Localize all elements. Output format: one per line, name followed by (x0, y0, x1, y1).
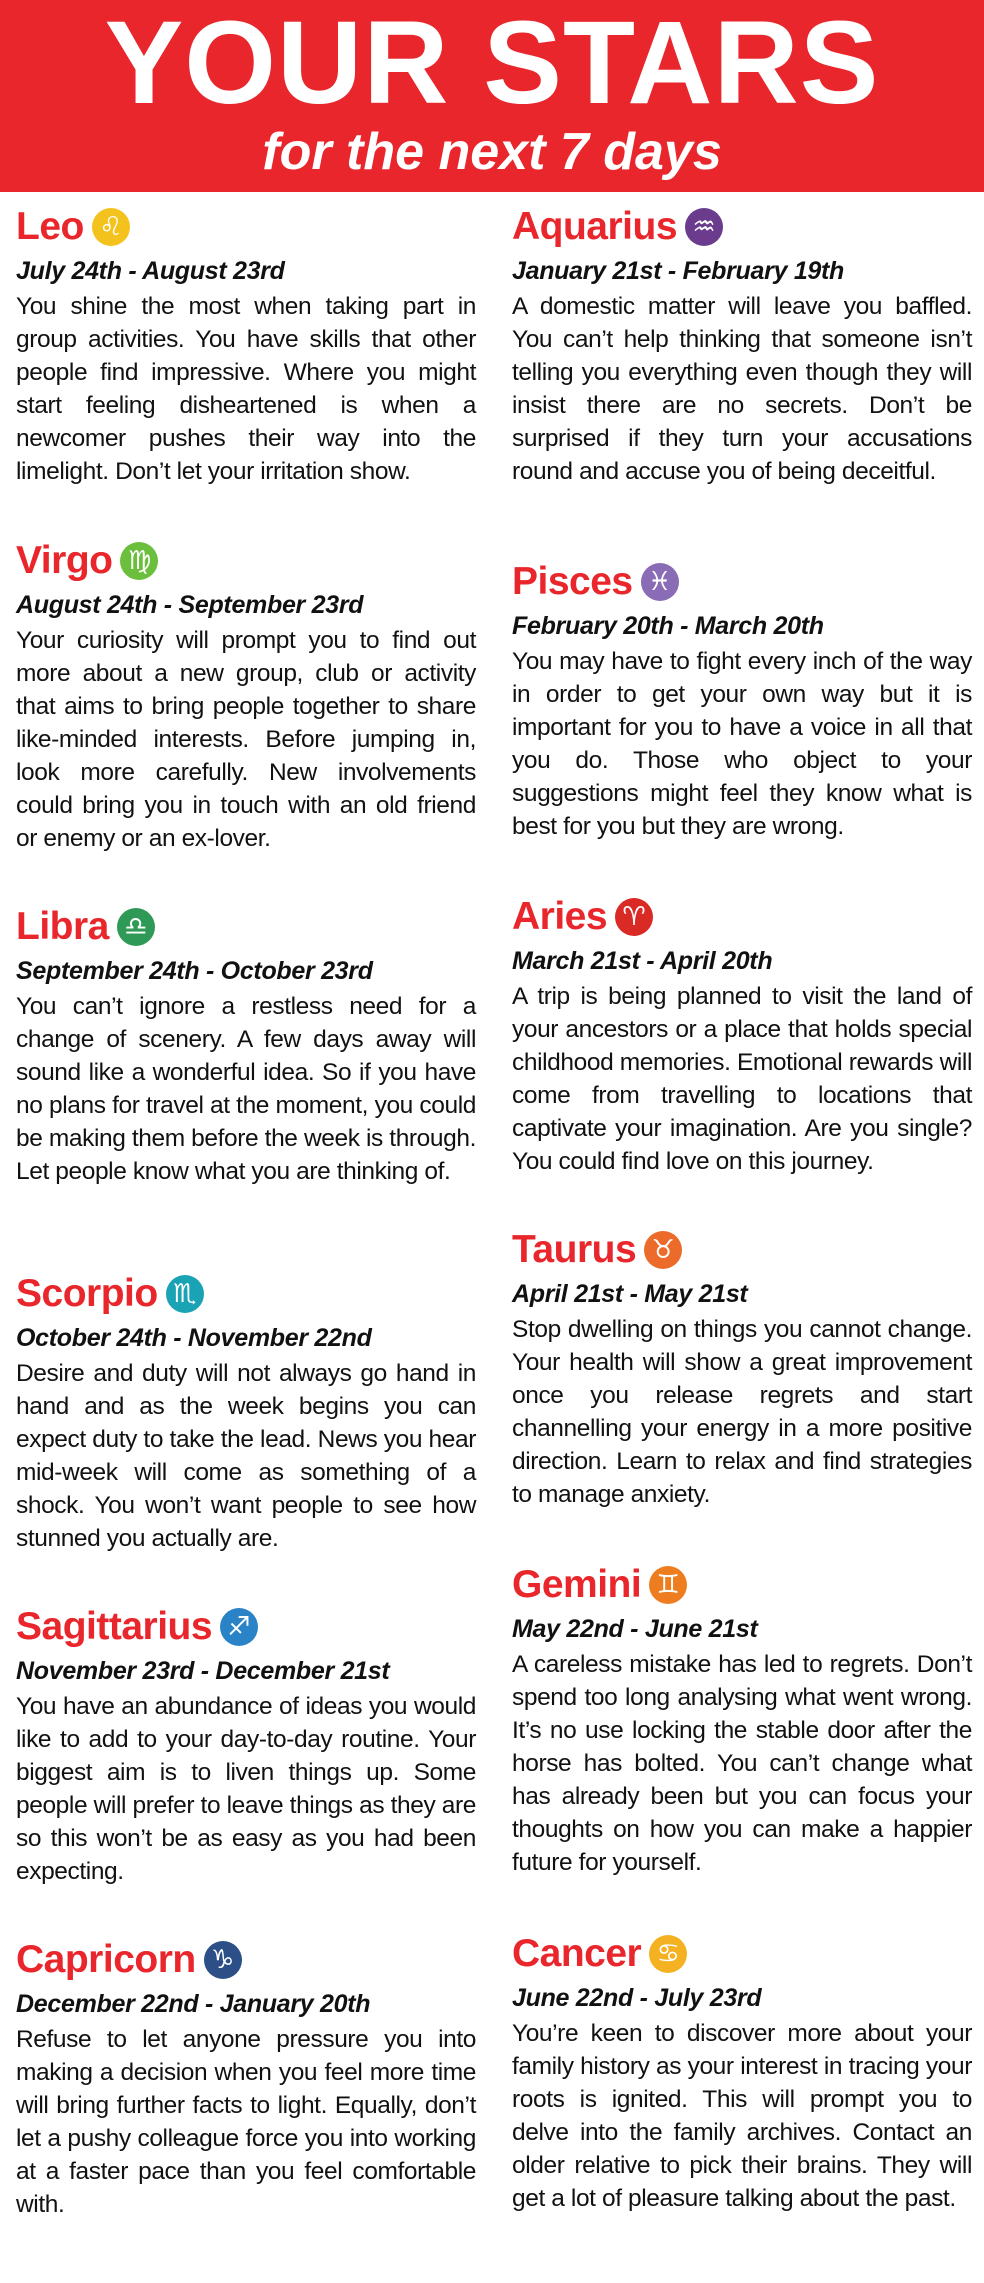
sign-virgo (16, 534, 476, 855)
sign-dates: March 21st - April 20th (512, 947, 773, 975)
sign-forecast: You can’t ignore a restless need for a change of scenery. A few days away will sound like a wonderful idea. So if you have no plans for travel at the moment, you could be making them before the week is through. Let people know what you are thinking of. (16, 993, 476, 1185)
sign-gemini (512, 1558, 972, 1879)
sign-leo (16, 200, 476, 488)
leo-icon: ♌ (92, 208, 130, 246)
sign-aquarius (512, 200, 972, 488)
taurus-icon: ♉ (644, 1231, 682, 1269)
sign-name: Gemini (512, 1563, 642, 1606)
sign-dates: May 22nd - June 21st (512, 1615, 758, 1643)
sagittarius-icon: ♐ (220, 1608, 258, 1646)
sign-dates: September 24th - October 23rd (16, 957, 373, 985)
page-title: YOUR STARS (104, 0, 880, 129)
sign-name: Libra (16, 905, 109, 948)
sign-forecast: You may have to fight every inch of the way in order to get your own way but it is important for you to have a voice in all that you do. Those who object to your suggestions might feel they know what is best for you but they are wrong. (512, 648, 972, 840)
sign-forecast: Your curiosity will prompt you to find out more about a new group, club or activity that aims to bring people together to share like-minded interests. Before jumping in, look more carefully. New involvements could bring you in touch with an old friend or enemy or an ex-lover. (16, 627, 476, 852)
sign-name: Aries (512, 895, 608, 938)
sign-scorpio (16, 1267, 476, 1555)
sign-sagittarius (16, 1600, 476, 1888)
sign-aries (512, 890, 972, 1178)
sign-forecast: You have an abundance of ideas you would like to add to your day-to-day routine. Your biggest aim is to liven things up. Some people will prefer to leave things as they are so this won’t be as easy as you had been expecting. (16, 1693, 476, 1885)
sign-dates: August 24th - September 23rd (16, 591, 364, 619)
pisces-icon: ♓ (641, 563, 679, 601)
gemini-icon: ♊ (649, 1566, 687, 1604)
capricorn-icon: ♑ (204, 1941, 242, 1979)
sign-name: Virgo (16, 539, 113, 582)
sign-pisces (512, 555, 972, 843)
cancer-icon: ♋ (649, 1935, 687, 1973)
sign-dates: April 21st - May 21st (512, 1280, 748, 1308)
sign-name: Taurus (512, 1228, 637, 1271)
libra-icon: ♎ (117, 908, 155, 946)
sign-forecast: A careless mistake has led to regrets. Don’t spend too long analysing what went wrong. It’s no use locking the stable door after the horse has bolted. You can’t change what has already been but you can focus your thoughts on how you can make a happier future for yourself. (512, 1651, 972, 1876)
sign-dates: November 23rd - December 21st (16, 1657, 390, 1685)
sign-libra (16, 900, 476, 1188)
sign-name: Pisces (512, 560, 633, 603)
sign-taurus (512, 1223, 972, 1511)
aquarius-icon: ♒ (685, 208, 723, 246)
sign-dates: June 22nd - July 23rd (512, 1984, 762, 2012)
sign-name: Sagittarius (16, 1605, 213, 1648)
sign-name: Cancer (512, 1932, 642, 1975)
sign-name: Capricorn (16, 1938, 196, 1981)
page-subtitle: for the next 7 days (262, 123, 722, 181)
sign-dates: January 21st - February 19th (512, 257, 845, 285)
sign-forecast: You’re keen to discover more about your family history as your interest in tracing your roots is ignited. This will prompt you to delve into the family archives. Contact an older relative to pick their brains. They will get a lot of pleasure talking about the past. (512, 2020, 972, 2212)
sign-forecast: Stop dwelling on things you cannot change. Your health will show a great improvement once you release regrets and start channelling your energy in a more positive direction. Learn to relax and find strategies to manage anxiety. (512, 1316, 972, 1508)
sign-name: Leo (16, 205, 84, 248)
sign-dates: December 22nd - January 20th (16, 1990, 371, 2018)
sign-capricorn (16, 1933, 476, 2221)
sign-dates: February 20th - March 20th (512, 612, 824, 640)
sign-dates: July 24th - August 23rd (16, 257, 285, 285)
sign-cancer (512, 1927, 972, 2215)
scorpio-icon: ♏ (166, 1275, 204, 1313)
sign-dates: October 24th - November 22nd (16, 1324, 372, 1352)
sign-name: Scorpio (16, 1272, 158, 1315)
sign-forecast: Refuse to let anyone pressure you into making a decision when you feel more time will bring further facts to light. Equally, don’t let a pushy colleague force you into working at a faster pace than you feel comfortable with. (16, 2026, 476, 2218)
sign-forecast: You shine the most when taking part in group activities. You have skills that other people find impressive. Where you might start feeling disheartened is when a newcomer pushes their way into the limelight. Don’t let your irritation show. (16, 293, 476, 485)
sign-name: Aquarius (512, 205, 678, 248)
header-banner (0, 0, 984, 192)
virgo-icon: ♍ (120, 542, 158, 580)
sign-forecast: A domestic matter will leave you baffled. You can’t help thinking that someone isn’t telling you everything even though they will insist there are no secrets. Don’t be surprised if they turn your accusations round and accuse you of being deceitful. (512, 293, 972, 485)
sign-forecast: A trip is being planned to visit the land of your ancestors or a place that holds special childhood memories. Emotional rewards will come from travelling to locations that captivate your imagination. Are you single? You could find love on this journey. (512, 983, 972, 1175)
sign-forecast: Desire and duty will not always go hand in hand and as the week begins you can expect duty to take the lead. News you hear mid-week will come as something of a shock. You won’t want people to see how stunned you actually are. (16, 1360, 476, 1552)
aries-icon: ♈ (615, 898, 653, 936)
